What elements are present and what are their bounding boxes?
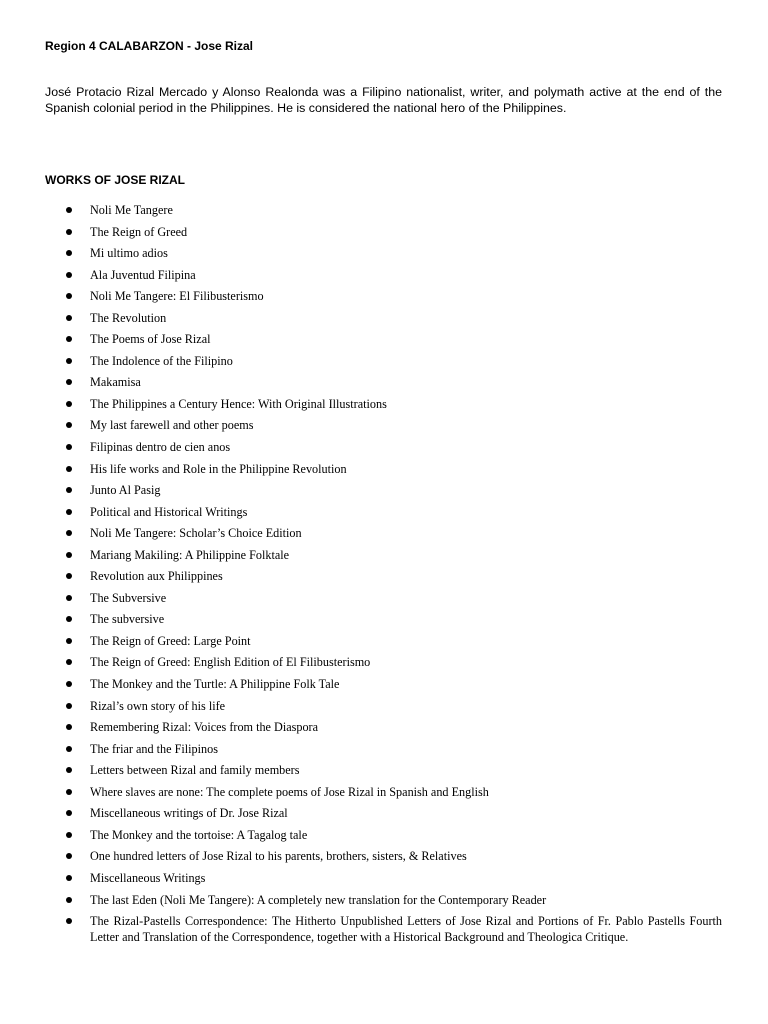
list-item [45, 224, 722, 240]
list-item-text: The Reign of Greed: Large Point [90, 633, 251, 648]
list-item-text: The friar and the Filipinos [90, 741, 218, 756]
list-item-text: Noli Me Tangere [90, 203, 173, 217]
list-item [45, 374, 722, 390]
list-item [45, 892, 722, 908]
list-item-text: Revolution aux Philippines [90, 569, 223, 584]
bullet-icon [66, 789, 72, 795]
list-item [45, 396, 722, 412]
list-item [45, 870, 722, 886]
bullet-icon [66, 573, 72, 579]
list-item [45, 805, 722, 821]
list-item-text: Mi ultimo adios [90, 246, 168, 261]
list-item [45, 611, 722, 627]
bullet-icon [66, 875, 72, 881]
bullet-icon [66, 358, 72, 364]
bullet-icon [66, 315, 72, 321]
list-item [45, 913, 722, 945]
list-item [45, 590, 722, 606]
list-item-text: Noli Me Tangere: El Filibusterismo [90, 289, 264, 304]
list-item-text: Junto Al Pasig [90, 483, 161, 498]
bullet-icon [66, 853, 72, 859]
bullet-icon [66, 207, 72, 213]
works-heading: WORKS OF JOSE RIZAL [45, 173, 186, 187]
list-item [45, 741, 722, 757]
list-item-text: The Reign of Greed: English Edition of El Filibusterismo [90, 655, 371, 670]
list-item [45, 762, 722, 778]
bullet-icon [66, 336, 72, 342]
list-item [45, 504, 722, 520]
bullet-icon [66, 724, 72, 730]
list-item-text: Makamisa [90, 375, 141, 390]
bullet-icon [66, 810, 72, 816]
list-item [45, 331, 722, 347]
bullet-icon [66, 530, 72, 536]
works-list [45, 202, 722, 945]
document-title: Region 4 CALABARZON - Jose Rizal [45, 39, 254, 53]
bullet-icon [66, 272, 72, 278]
bullet-icon [66, 401, 72, 407]
list-item [45, 784, 722, 800]
list-item-text: Miscellaneous writings of Dr. Jose Rizal [90, 806, 288, 821]
bullet-icon [66, 466, 72, 472]
list-item-text: Rizal’s own story of his life [90, 698, 226, 713]
list-item [45, 827, 722, 843]
list-item [45, 482, 722, 498]
list-item-text: Remembering Rizal: Voices from the Diaspora [90, 720, 319, 735]
list-item [45, 417, 722, 433]
list-item [45, 719, 722, 735]
bullet-icon [66, 422, 72, 428]
list-item-text: My last farewell and other poems [90, 418, 254, 433]
list-item-text: Where slaves are none: The complete poems of Jose Rizal in Spanish and English [90, 784, 489, 799]
bullet-icon [66, 746, 72, 752]
list-item-text: The Monkey and the Turtle: A Philippine Folk Tale [90, 677, 340, 692]
list-item [45, 654, 722, 670]
list-item-text: Ala Juventud Filipina [90, 267, 196, 282]
bullet-icon [66, 595, 72, 601]
bullet-icon [66, 444, 72, 450]
bullet-icon [66, 552, 72, 558]
list-item-text: The Monkey and the tortoise: A Tagalog tale [90, 827, 308, 842]
list-item-text: His life works and Role in the Philippine Revolution [90, 461, 347, 476]
bullet-icon [66, 250, 72, 256]
list-item-text: One hundred letters of Jose Rizal to his parents, brothers, sisters, & Relatives [90, 849, 467, 864]
list-item [45, 461, 722, 477]
list-item-text: Miscellaneous Writings [90, 870, 206, 885]
list-item [45, 568, 722, 584]
bullet-icon [66, 229, 72, 235]
list-item [45, 525, 722, 541]
list-item [45, 633, 722, 649]
list-item-text: The Indolence of the Filipino [90, 353, 233, 368]
list-item-text: Noli Me Tangere: Scholar’s Choice Edition [90, 526, 302, 541]
list-item-text: The Revolution [90, 310, 167, 325]
list-item-text: Political and Historical Writings [90, 504, 248, 519]
bullet-icon [66, 897, 72, 903]
list-item [45, 547, 722, 563]
list-item-text: Letters between Rizal and family members [90, 763, 300, 778]
list-item-text: Filipinas dentro de cien anos [90, 440, 231, 455]
bullet-icon [66, 638, 72, 644]
list-item-text: The Subversive [90, 590, 167, 605]
list-item [45, 310, 722, 326]
bullet-icon [66, 487, 72, 493]
list-item-text: The Poems of Jose Rizal [90, 332, 211, 347]
bullet-icon [66, 681, 72, 687]
list-item [45, 848, 722, 864]
list-item-text: The subversive [90, 612, 165, 627]
bullet-icon [66, 379, 72, 385]
list-item [45, 288, 722, 304]
list-item [45, 353, 722, 369]
bullet-icon [66, 293, 72, 299]
list-item [45, 698, 722, 714]
bullet-icon [66, 703, 72, 709]
bullet-icon [66, 918, 72, 924]
list-item-text: The Reign of Greed [90, 224, 188, 239]
list-item-text: The Philippines a Century Hence: With Original Illustrations [90, 396, 387, 411]
list-item [45, 439, 722, 455]
list-item-text: The Rizal-Pastells Correspondence: The Hitherto Unpublished Letters of Jose Rizal and Portions of Fr. Pablo Pastells Fourth Letter and Translation of the Correspondence, together with a Historical Background and Theologica Critique. [90, 914, 722, 945]
bullet-icon [66, 767, 72, 773]
list-item-text: Mariang Makiling: A Philippine Folktale [90, 547, 290, 562]
bullet-icon [66, 509, 72, 515]
bullet-icon [66, 659, 72, 665]
list-item-text: The last Eden (Noli Me Tangere): A completely new translation for the Contemporary Reader [90, 892, 547, 907]
list-item [45, 267, 722, 283]
list-item [45, 676, 722, 692]
bullet-icon [66, 832, 72, 838]
list-item [45, 202, 722, 218]
intro-paragraph: José Protacio Rizal Mercado y Alonso Realonda was a Filipino nationalist, writer, and polymath active at the end of the Spanish colonial period in the Philippines. He is considered the national hero of the Philippines. [45, 85, 722, 115]
bullet-icon [66, 616, 72, 622]
list-item [45, 245, 722, 261]
